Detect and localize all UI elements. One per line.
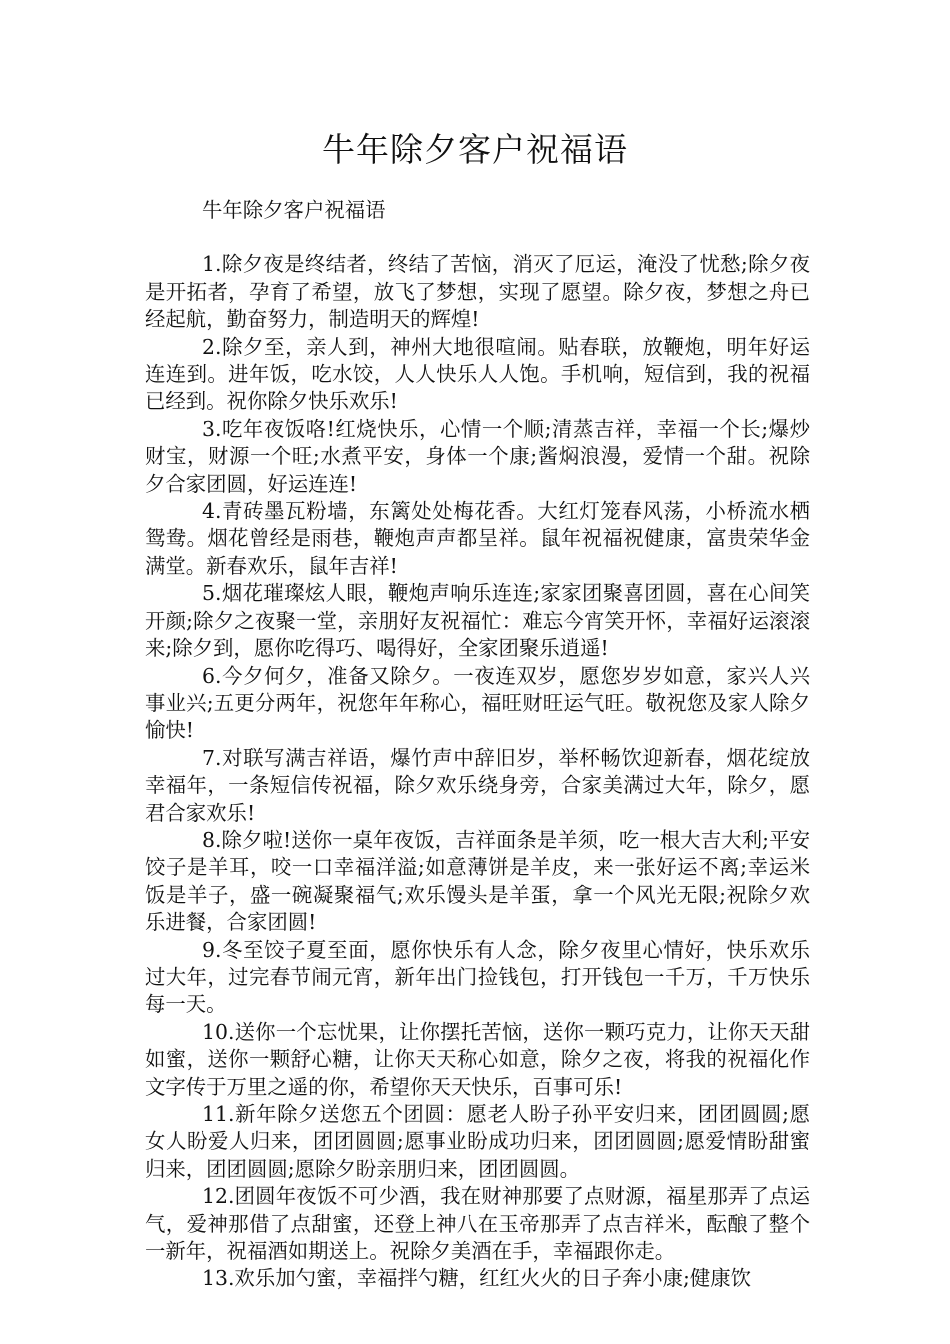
document-body xyxy=(145,197,810,1293)
paragraph-13: 13.欢乐加勺蜜，幸福拌勺糖，红红火火的日子奔小康;健康饮 xyxy=(202,1266,752,1291)
paragraph-10: 10.送你一个忘忧果，让你摆托苦恼，送你一颗巧克力，让你天天甜如蜜，送你一颗舒心糖，让你天天称心如意，除夕之夜，将我的祝福化作文字传于万里之遥的你，希望你天天快乐，百事可乐! xyxy=(145,1019,810,1099)
paragraph-1: 1.除夕夜是终结者，终结了苦恼，消灭了厄运，淹没了忧愁;除夕夜是开拓者，孕育了希望，放飞了梦想，实现了愿望。除夕夜，梦想之舟已经起航，勤奋努力，制造明天的辉煌! xyxy=(145,252,810,332)
paragraph-3: 3.吃年夜饭咯!红烧快乐，心情一个顺;清蒸吉祥，幸福一个长;爆炒财宝，财源一个旺;水煮平安，身体一个康;酱焖浪漫，爱情一个甜。祝除夕合家团圆，好运连连! xyxy=(145,416,810,496)
paragraph-6: 6.今夕何夕，准备又除夕。一夜连双岁，愿您岁岁如意，家兴人兴事业兴;五更分两年，祝您年年称心，福旺财旺运气旺。敬祝您及家人除夕愉快! xyxy=(145,663,810,743)
paragraph-4: 4.青砖墨瓦粉墙，东篱处处梅花香。大红灯笼春风荡，小桥流水栖鸳鸯。烟花曾经是雨巷，鞭炮声声都呈祥。鼠年祝福祝健康，富贵荣华金满堂。新春欢乐，鼠年吉祥! xyxy=(145,499,810,578)
paragraph-2: 2.除夕至，亲人到，神州大地很喧闹。贴春联，放鞭炮，明年好运连连到。进年饭，吃水饺，人人快乐人人饱。手机响，短信到，我的祝福已经到。祝你除夕快乐欢乐! xyxy=(145,334,810,414)
document-title: 牛年除夕客户祝福语 xyxy=(322,130,628,169)
paragraph-11: 11.新年除夕送您五个团圆：愿老人盼子孙平安归来，团团圆圆;愿女人盼爱人归来，团团圆圆;愿事业盼成功归来，团团圆圆;愿爱情盼甜蜜归来，团团圆圆;愿除夕盼亲朋归来，团团圆圆。 xyxy=(145,1102,810,1181)
document-subtitle: 牛年除夕客户祝福语 xyxy=(202,198,386,222)
paragraph-9: 9.冬至饺子夏至面，愿你快乐有人念，除夕夜里心情好，快乐欢乐过大年，过完春节闹元宵，新年出门捡钱包，打开钱包一千万，千万快乐每一天。 xyxy=(145,937,810,1017)
paragraph-12: 12.团圆年夜饭不可少酒，我在财神那要了点财源，福星那弄了点运气，爱神那借了点甜蜜，还登上神八在玉帝那弄了点吉祥米，酝酿了整个一新年，祝福酒如期送上。祝除夕美酒在手，幸福跟你走。 xyxy=(145,1184,810,1264)
paragraph-5: 5.烟花璀璨炫人眼，鞭炮声响乐连连;家家团聚喜团圆，喜在心间笑开颜;除夕之夜聚一堂，亲朋好友祝福忙：难忘今宵笑开怀，幸福好运滚滚来;除夕到，愿你吃得巧、喝得好，全家团聚乐逍遥! xyxy=(145,581,810,661)
paragraph-8: 8.除夕啦!送你一桌年夜饭，吉祥面条是羊须，吃一根大吉大利;平安饺子是羊耳，咬一口幸福洋溢;如意薄饼是羊皮，来一张好运不离;幸运米饭是羊子，盛一碗凝聚福气;欢乐馒头是羊蛋，拿一个风光无限;祝除夕欢乐进餐，合家团圆! xyxy=(145,827,810,935)
paragraph-7: 7.对联写满吉祥语，爆竹声中辞旧岁，举杯畅饮迎新春，烟花绽放幸福年，一条短信传祝福，除夕欢乐绕身旁，合家美满过大年，除夕，愿君合家欢乐! xyxy=(145,745,810,825)
